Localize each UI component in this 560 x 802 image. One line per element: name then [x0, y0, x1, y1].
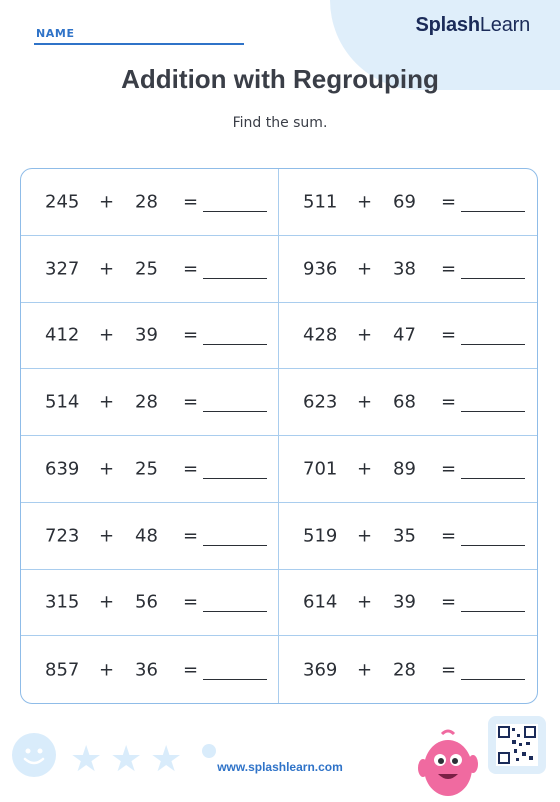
addend-b: 28 — [135, 191, 158, 213]
problem-cell — [21, 503, 279, 570]
addend-b: 28 — [393, 659, 416, 681]
addend-a: 327 — [45, 258, 80, 280]
addend-b: 25 — [135, 258, 158, 280]
equals-sign: = — [441, 191, 457, 213]
plus-sign: + — [99, 258, 115, 280]
addend-a: 936 — [303, 258, 338, 280]
instruction-text: Find the sum. — [232, 115, 328, 131]
problem-cell — [279, 303, 537, 370]
problem-cell — [279, 436, 537, 503]
answer-blank[interactable] — [461, 277, 525, 279]
addend-b: 68 — [393, 391, 416, 413]
answer-blank[interactable] — [203, 210, 267, 212]
addend-a: 412 — [45, 324, 80, 346]
plus-sign: + — [99, 458, 115, 480]
answer-blank[interactable] — [203, 544, 267, 546]
plus-sign: + — [357, 391, 373, 413]
splashlearn-logo: SplashLearn — [415, 14, 530, 36]
plus-sign: + — [99, 591, 115, 613]
addend-a: 857 — [45, 659, 80, 681]
equals-sign: = — [183, 591, 199, 613]
equals-sign: = — [441, 659, 457, 681]
answer-blank[interactable] — [203, 678, 267, 680]
problem-cell — [279, 636, 537, 703]
addend-a: 723 — [45, 525, 80, 547]
star-icon: ★ — [70, 739, 103, 780]
problem-cell — [279, 369, 537, 436]
footer-url[interactable]: www.splashlearn.com — [217, 760, 343, 774]
answer-blank[interactable] — [461, 544, 525, 546]
name-label: NAME — [36, 27, 75, 40]
answer-blank[interactable] — [203, 610, 267, 612]
addend-a: 428 — [303, 324, 338, 346]
answer-blank[interactable] — [203, 477, 267, 479]
addend-a: 511 — [303, 191, 338, 213]
problem-cell — [21, 303, 279, 370]
addend-a: 623 — [303, 391, 338, 413]
addend-b: 28 — [135, 391, 158, 413]
equals-sign: = — [183, 324, 199, 346]
answer-blank[interactable] — [461, 410, 525, 412]
problem-cell — [21, 169, 279, 236]
problem-cell — [279, 503, 537, 570]
addend-b: 89 — [393, 458, 416, 480]
addend-b: 56 — [135, 591, 158, 613]
addend-b: 36 — [135, 659, 158, 681]
header-decoration-dot — [352, 24, 364, 36]
plus-sign: + — [357, 591, 373, 613]
plus-sign: + — [357, 458, 373, 480]
plus-sign: + — [99, 525, 115, 547]
equals-sign: = — [441, 525, 457, 547]
problem-cell — [279, 570, 537, 637]
answer-blank[interactable] — [203, 343, 267, 345]
plus-sign: + — [357, 191, 373, 213]
plus-sign: + — [99, 191, 115, 213]
addend-b: 35 — [393, 525, 416, 547]
plus-sign: + — [99, 659, 115, 681]
plus-sign: + — [99, 324, 115, 346]
problem-cell — [21, 369, 279, 436]
equals-sign: = — [183, 191, 199, 213]
addend-b: 69 — [393, 191, 416, 213]
equals-sign: = — [441, 324, 457, 346]
problem-cell — [279, 236, 537, 303]
addend-a: 369 — [303, 659, 338, 681]
addend-a: 519 — [303, 525, 338, 547]
problem-cell — [21, 436, 279, 503]
star-icon: ★ — [110, 739, 143, 780]
problem-grid — [20, 168, 538, 704]
problem-cell — [21, 570, 279, 637]
plus-sign: + — [357, 659, 373, 681]
plus-sign: + — [357, 324, 373, 346]
equals-sign: = — [441, 391, 457, 413]
problem-cell — [21, 636, 279, 703]
equals-sign: = — [183, 525, 199, 547]
worksheet-title: Addition with Regrouping — [121, 64, 439, 94]
decoration-dot — [202, 744, 216, 758]
problem-cell — [279, 169, 537, 236]
equals-sign: = — [183, 659, 199, 681]
answer-blank[interactable] — [203, 410, 267, 412]
equals-sign: = — [441, 591, 457, 613]
addend-a: 639 — [45, 458, 80, 480]
problem-cell — [21, 236, 279, 303]
equals-sign: = — [183, 458, 199, 480]
equals-sign: = — [183, 391, 199, 413]
plus-sign: + — [99, 391, 115, 413]
addend-a: 514 — [45, 391, 80, 413]
addend-a: 614 — [303, 591, 338, 613]
answer-blank[interactable] — [203, 277, 267, 279]
plus-sign: + — [357, 525, 373, 547]
answer-blank[interactable] — [461, 210, 525, 212]
addend-b: 25 — [135, 458, 158, 480]
qr-code-icon — [488, 716, 546, 774]
name-field[interactable] — [34, 43, 244, 45]
answer-blank[interactable] — [461, 678, 525, 680]
addend-b: 47 — [393, 324, 416, 346]
star-icon: ★ — [150, 739, 183, 780]
equals-sign: = — [183, 258, 199, 280]
answer-blank[interactable] — [461, 610, 525, 612]
monster-mascot-icon — [418, 728, 478, 798]
addend-b: 48 — [135, 525, 158, 547]
addend-b: 39 — [393, 591, 416, 613]
equals-sign: = — [441, 258, 457, 280]
addend-a: 701 — [303, 458, 338, 480]
addend-b: 38 — [393, 258, 416, 280]
addend-b: 39 — [135, 324, 158, 346]
equals-sign: = — [441, 458, 457, 480]
addend-a: 315 — [45, 591, 80, 613]
addend-a: 245 — [45, 191, 80, 213]
answer-blank[interactable] — [461, 343, 525, 345]
plus-sign: + — [357, 258, 373, 280]
answer-blank[interactable] — [461, 477, 525, 479]
